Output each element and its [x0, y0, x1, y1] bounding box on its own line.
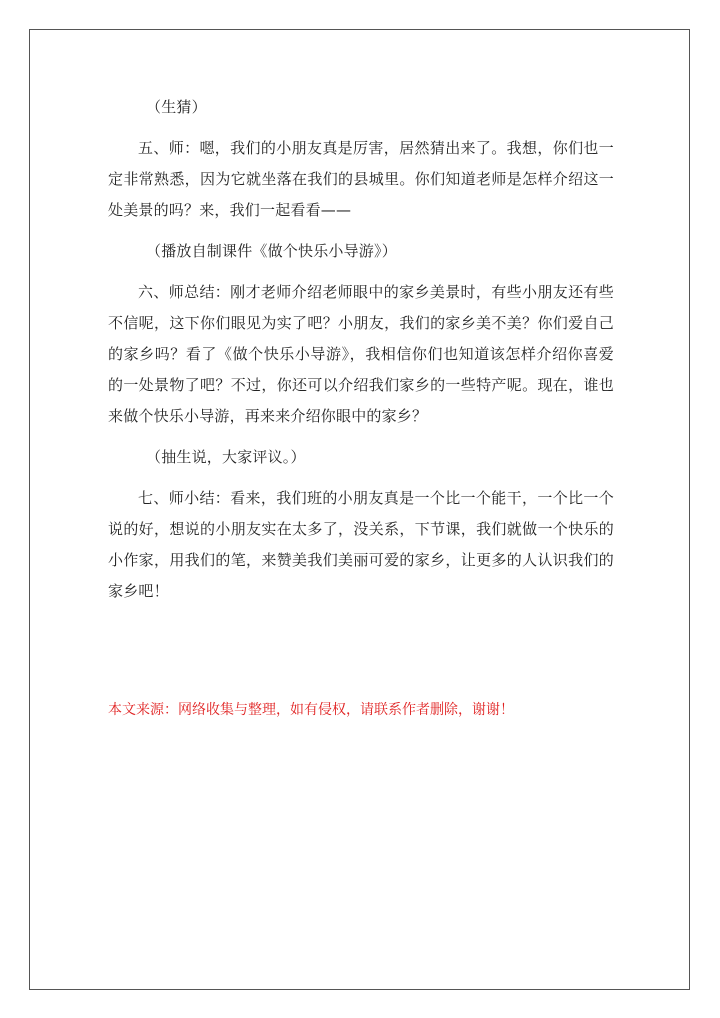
paragraph-student-guess: （生猜）: [146, 98, 207, 116]
paragraph-courseware-note: （播放自制课件《做个快乐小导游》）: [146, 242, 397, 260]
paragraph-discussion-note: （抽生说，大家评议。）: [146, 448, 306, 466]
paragraph-step-seven: 七、师小结：看来，我们班的小朋友真是一个比一个能干，一个比一个说的好，想说的小朋友实在太多了，没关系，下节课，我们就做一个快乐的小作家，用我们的笔，来赞美我们美丽可爱的家乡，让更多的人认识我们的家乡吧！: [108, 489, 614, 600]
document-body: [108, 92, 614, 617]
paragraph-step-five: 五、师：嗯，我们的小朋友真是厉害，居然猜出来了。我想，你们也一定非常熟悉，因为它就坐落在我们的县城里。你们知道老师是怎样介绍这一处美景的吗？来，我们一起看看——: [108, 139, 614, 219]
source-disclaimer: 本文来源：网络收集与整理，如有侵权，请联系作者删除，谢谢！: [108, 702, 514, 718]
paragraph-step-six: 六、师总结：刚才老师介绍老师眼中的家乡美景时，有些小朋友还有些不信呢，这下你们眼见为实了吧？小朋友，我们的家乡美不美？你们爱自己的家乡吗？看了《做个快乐小导游》，我相信你们也知道该怎样介绍你喜爱的一处景物了吧？不过，你还可以介绍我们家乡的一些特产呢。现在，谁也来做个快乐小导游，再来来介绍你眼中的家乡？: [108, 283, 614, 425]
